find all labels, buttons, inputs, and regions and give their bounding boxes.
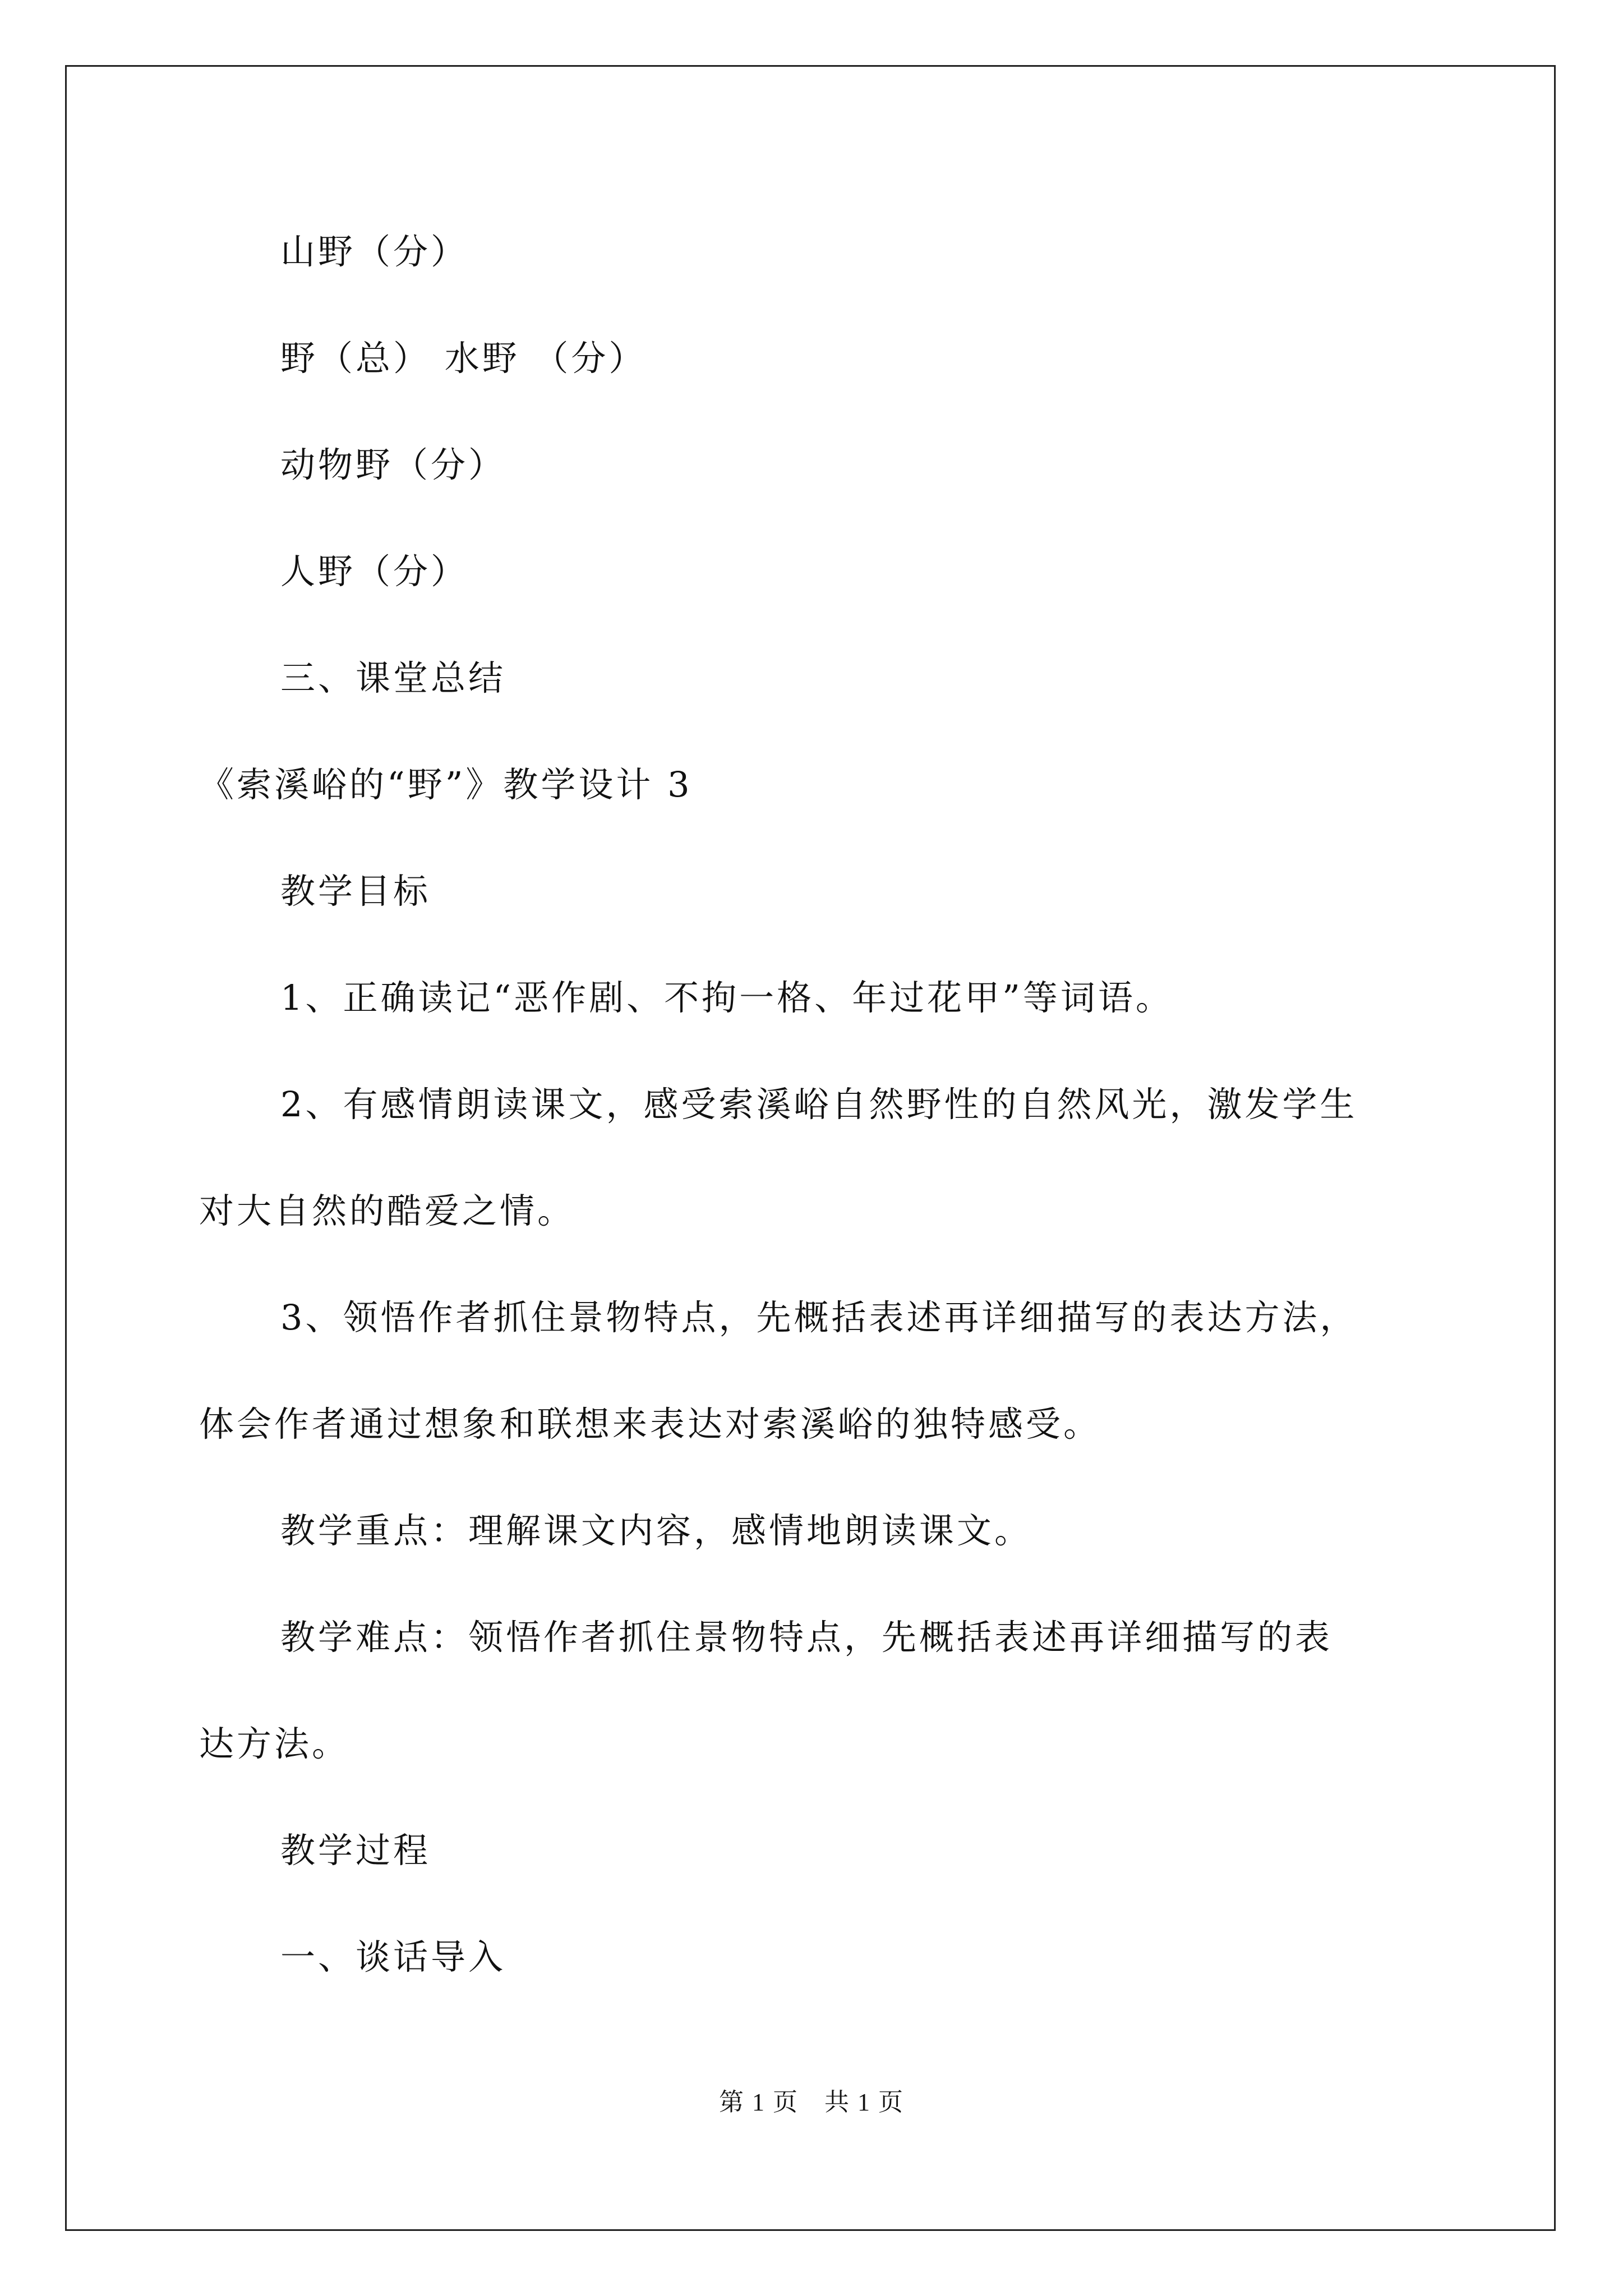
text-line: 教学难点：领悟作者抓住景物特点，先概括表述再详细描写的表 <box>280 1617 1333 1658</box>
document-title: 《索溪峪的“野”》教学设计 3 <box>199 764 693 805</box>
text-line: 山野（分） <box>280 231 469 272</box>
page-border <box>65 65 1556 2231</box>
text-line: 达方法。 <box>199 1723 350 1764</box>
text-line: 动物野（分） <box>280 444 506 485</box>
section-heading: 一、谈话导入 <box>280 1936 506 1977</box>
section-heading: 三、课堂总结 <box>280 657 506 698</box>
text-line: 1、正确读记“恶作剧、不拘一格、年过花甲”等词语。 <box>280 977 1173 1018</box>
text-line: 3、领悟作者抓住景物特点，先概括表述再详细描写的表达方法， <box>280 1297 1358 1338</box>
text-line: 2、有感情朗读课文，感受索溪峪自然野性的自然风光，激发学生 <box>280 1084 1358 1125</box>
page-footer: 第 1 页 共 1 页 <box>719 2088 904 2116</box>
text-line: 教学重点：理解课文内容，感情地朗读课文。 <box>280 1510 1032 1551</box>
section-heading: 教学过程 <box>280 1830 431 1871</box>
text-line: 野（总） 水野 （分） <box>280 338 647 379</box>
section-heading: 教学目标 <box>280 871 431 912</box>
text-line: 人野（分） <box>280 551 469 592</box>
text-line: 对大自然的酷爱之情。 <box>199 1190 575 1231</box>
text-line: 体会作者通过想象和联想来表达对索溪峪的独特感受。 <box>199 1404 1101 1444</box>
